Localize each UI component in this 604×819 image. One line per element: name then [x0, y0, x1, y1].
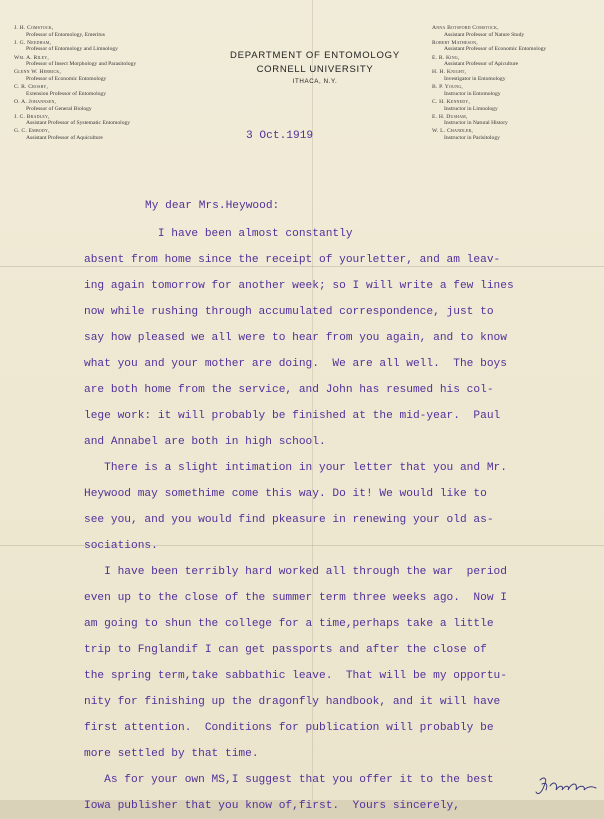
staff-name: O. A. Johannsen, [14, 98, 57, 105]
staff-name: E. R. King, [432, 54, 460, 61]
staff-title: Professor of General Biology [26, 105, 92, 112]
letter-body [84, 221, 599, 819]
body-line: more settled by that time. [84, 748, 259, 760]
staff-name: C. H. Kennedy, [432, 98, 471, 105]
university-name: CORNELL UNIVERSITY [256, 64, 374, 75]
staff-title: Assistant Professor of Nature Study [444, 31, 525, 38]
staff-name: Glenn W. Herrick, [14, 69, 62, 76]
staff-title: Instructor in Parisitology [444, 135, 500, 142]
staff-name: Robert Matheson, [432, 39, 478, 46]
staff-title: Professor of Economic Entomology [26, 75, 107, 82]
salutation: My dear Mrs.Heywood: [145, 200, 280, 212]
letterhead-right-staff [432, 25, 602, 143]
letter-date: 3 Oct.1919 [246, 130, 314, 142]
body-line: Heywood may somethime come this way. Do it! We would like to [84, 488, 487, 500]
body-line: first attention. Conditions for publication will probably be [84, 722, 494, 734]
staff-member [432, 25, 602, 38]
staff-member [432, 99, 602, 112]
staff-member [432, 128, 602, 141]
staff-title: Assistant Professor of Economic Entomology [444, 46, 547, 53]
staff-name: J. G. Needham, [14, 39, 52, 46]
staff-title: Extension Professor of Entomology [26, 90, 107, 97]
body-line: I have been terribly hard worked all through the war period [84, 566, 507, 578]
staff-title: Professor of Insect Morphology and Parasitology [26, 61, 137, 68]
staff-name: H. H. Knight, [432, 69, 467, 76]
staff-title: Assistant Professor of Aquiculture [26, 135, 103, 142]
staff-name: B. P. Young, [432, 84, 463, 91]
staff-member [14, 128, 204, 141]
staff-member [14, 114, 204, 127]
staff-member [14, 25, 204, 38]
staff-member [432, 114, 602, 127]
body-line: nity for finishing up the dragonfly handbook, and it will have [84, 696, 501, 708]
staff-member [432, 69, 602, 82]
body-line: now while rushing through accumulated correspondence, just to [84, 306, 494, 318]
location: ITHACA, N.Y. [292, 78, 338, 85]
body-line: As for your own MS,I suggest that you offer it to the best [84, 774, 494, 786]
body-line: are both home from the service, and John has resumed his col- [84, 384, 494, 396]
body-line: I have been almost constantly [84, 228, 353, 240]
body-line: what you and your mother are doing. We are all well. The boys [84, 358, 507, 370]
body-line: Iowa publisher that you know of,first. Yours sincerely, [84, 800, 460, 812]
staff-name: J. H. Comstock, [14, 25, 54, 31]
staff-member [432, 55, 602, 68]
staff-name: W. L. Chandler, [432, 128, 474, 135]
staff-member [14, 99, 204, 112]
staff-member [432, 40, 602, 53]
staff-title: Instructor in Natural History [444, 120, 508, 127]
letterhead-left-staff [14, 25, 204, 143]
body-line: lege work: it will probably be finished at the mid-year. Paul [84, 410, 501, 422]
staff-name: E. H. Dusham, [432, 113, 468, 120]
body-line: see you, and you would find pkeasure in renewing your old as- [84, 514, 494, 526]
staff-member [14, 84, 204, 97]
body-line: trip to Fnglandif I can get passports and after the close of [84, 644, 487, 656]
staff-name: Wm. A. Riley, [14, 54, 49, 61]
handwritten-signature [534, 774, 600, 800]
staff-title: Assistant Professor of Apiculture [444, 61, 519, 68]
staff-title: Instructor in Limnology [444, 105, 498, 112]
body-line: absent from home since the receipt of yourletter, and am leav- [84, 254, 501, 266]
body-line: There is a slight intimation in your letter that you and Mr. [84, 462, 507, 474]
staff-name: C. R. Crosby, [14, 84, 49, 91]
body-line: say how pleased we all were to hear from you again, and to know [84, 332, 507, 344]
body-line: ing again tomorrow for another week; so I will write a few lines [84, 280, 514, 292]
staff-name: Anna Botsford Comstock, [432, 25, 499, 31]
body-line: sociations. [84, 540, 158, 552]
staff-member [432, 84, 602, 97]
staff-member [14, 69, 204, 82]
staff-title: Instructor in Entomology [444, 90, 501, 97]
body-line: the spring term,take sabbathic leave. That will be my opportu- [84, 670, 507, 682]
body-line: and Annabel are both in high school. [84, 436, 326, 448]
staff-title: Professor of Entomology and Limnology [26, 46, 118, 53]
staff-title: Professor of Entomology, Emeritus [26, 31, 105, 38]
staff-title: Investigator in Entomology [444, 75, 506, 82]
body-line: even up to the close of the summer term three weeks ago. Now I [84, 592, 507, 604]
staff-name: G. C. Embody, [14, 128, 50, 135]
staff-member [14, 40, 204, 53]
letterhead-department [200, 50, 430, 85]
department-name: DEPARTMENT OF ENTOMOLOGY [230, 50, 400, 61]
staff-title: Assistant Professor of Systematic Entomology [26, 120, 131, 127]
staff-member [14, 55, 204, 68]
staff-name: J. C. Bradley, [14, 113, 50, 120]
body-line: am going to shun the college for a time,perhaps take a little [84, 618, 494, 630]
